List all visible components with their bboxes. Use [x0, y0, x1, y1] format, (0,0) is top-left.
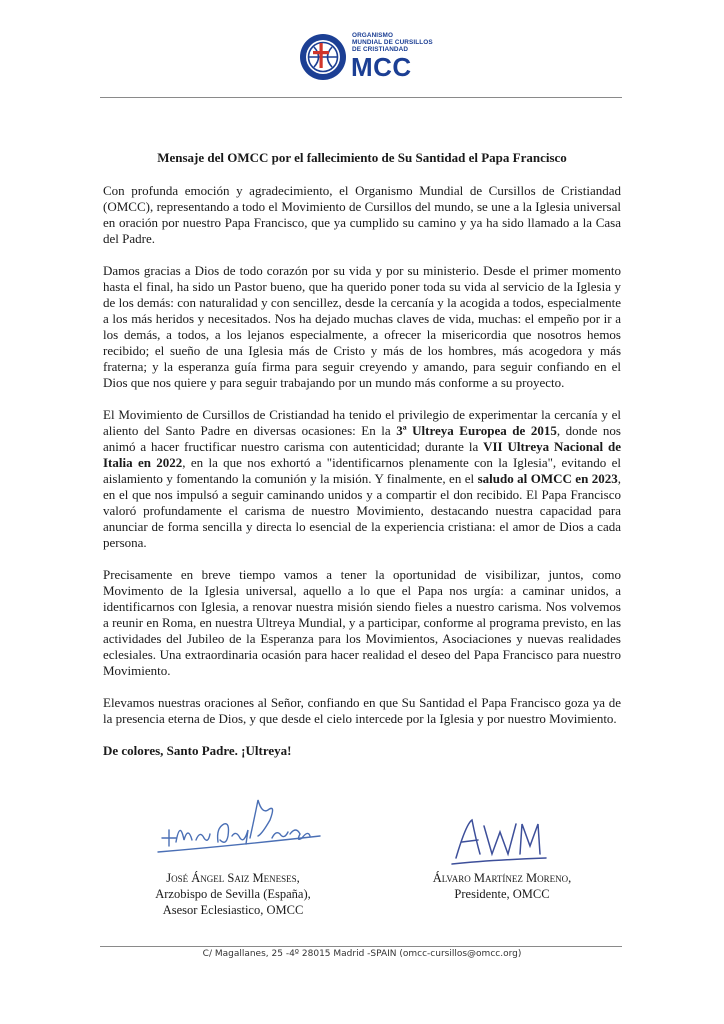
- footer-address: C/ Magallanes, 25 -4º 28015 Madrid -SPAIN (omcc-cursillos@omcc.org): [202, 949, 522, 959]
- signature-right-image: [450, 810, 550, 870]
- header-divider: [100, 97, 622, 98]
- closing-line: De colores, Santo Padre. ¡Ultreya!: [103, 743, 292, 758]
- paragraph-4: Precisamente en breve tiempo vamos a tener la oportunidad de visibilizar, juntos, como Movimento de la Iglesia universal, aquello a lo que el Papa nos urgía: a caminar unidos, a identificarnos con Iglesia, a renovar nuestra misión siendo fieles a nuestro carisma. Nos volvemos a reunir en Roma, en nuestra Ultreya Mundial, y a participar, conforme al programa previsto, en las actividades del Jubileo de la Esperanza para los Movimientos, Asociaciones y nuevas realidades eclesiales. Una extraordinaria ocasión para hacer realidad el deseo del Papa Francisco para nuestro Movimiento.: [103, 567, 621, 678]
- logo-acronym: MCC: [351, 52, 412, 82]
- signature-left-image: [150, 790, 330, 865]
- footer-divider: [100, 946, 622, 947]
- signatory-role: Arzobispo de Sevilla (España),: [155, 887, 311, 901]
- logo-org-name: ORGANISMO MUNDIAL DE CURSILLOS DE CRISTIANDAD: [352, 32, 433, 54]
- paragraph-3: El Movimiento de Cursillos de Cristiandad ha tenido el privilegio de experimentar la cercanía y el aliento del Santo Padre en diversas ocasiones: En la 3ª Ultreya Europea de 2015, donde nos animó a hacer fructificar nuestro carisma con autenticidad; durante la VII Ultreya Nacional de Italia en 2022, en la que nos exhortó a "identificarnos plenamente con la Iglesia", evitando el aislamiento y fomentando la comunión y la misión. Y finalmente, en el saludo al OMCC en 2023, en el que nos impulsó a seguir caminando unidos y a compartir el don recibido. El Papa Francisco valoró profundamente el carisma de nuestro Movimiento, destacando nuestra capacidad para anunciar de forma sencilla y directa lo esencial de la experiencia cristiana: el amor de Dios a cada persona.: [103, 407, 621, 550]
- letter-title: Mensaje del OMCC por el fallecimiento de Su Santidad el Papa Francisco: [157, 150, 567, 165]
- paragraph-1: Con profunda emoción y agradecimiento, el Organismo Mundial de Cursillos de Cristiandad (OMCC), representando a todo el Movimiento de Cursillos del mundo, se une a la Iglesia universal en oración por nuestro Papa Francisco, que ya cumplido su camino y ya ha sido llamado a la Casa del Padre.: [103, 183, 621, 246]
- omcc-globe-cross-logo-icon: [298, 32, 348, 82]
- signatory-role: Asesor Eclesiastico, OMCC: [162, 903, 304, 917]
- letter-body: [103, 183, 621, 775]
- signature-right: [402, 870, 602, 902]
- signatory-name: Álvaro Martínez Moreno,: [432, 871, 572, 885]
- paragraph-5: Elevamos nuestras oraciones al Señor, confiando en que Su Santidad el Papa Francisco goza ya de la presencia eterna de Dios, y que desde el cielo intercede por la Iglesia y por nuestro Movimiento.: [103, 695, 621, 726]
- letterhead: [0, 26, 724, 88]
- signatory-name: José Ángel Saiz Meneses,: [166, 871, 300, 885]
- signature-left: [138, 870, 328, 918]
- signatory-role: Presidente, OMCC: [454, 887, 550, 901]
- paragraph-2: Damos gracias a Dios de todo corazón por su vida y por su ministerio. Desde el primer momento hasta el final, ha sido un Pastor bueno, que ha querido poner toda su vida al servicio de la Iglesia y de los demás: con naturalidad y con sencillez, desde la cercanía y la acogida a todos, especialmente a los más heridos y necesitados. Nos ha dejado muchas claves de vida, muchas: el empeño por ir a los demás, a todos, a los lejanos especialmente, a ofrecer la misericordia que nosotros hemos recibido; el sueño de una Iglesia más de Cristo y más de los hombres, más acogedora y más fraterna; y la esperanza guía firma para seguir creyendo y amando, para seguir confiando en el Dios que nos quiere y para seguir trabajando por un mundo más conforme a su proyecto.: [103, 263, 621, 390]
